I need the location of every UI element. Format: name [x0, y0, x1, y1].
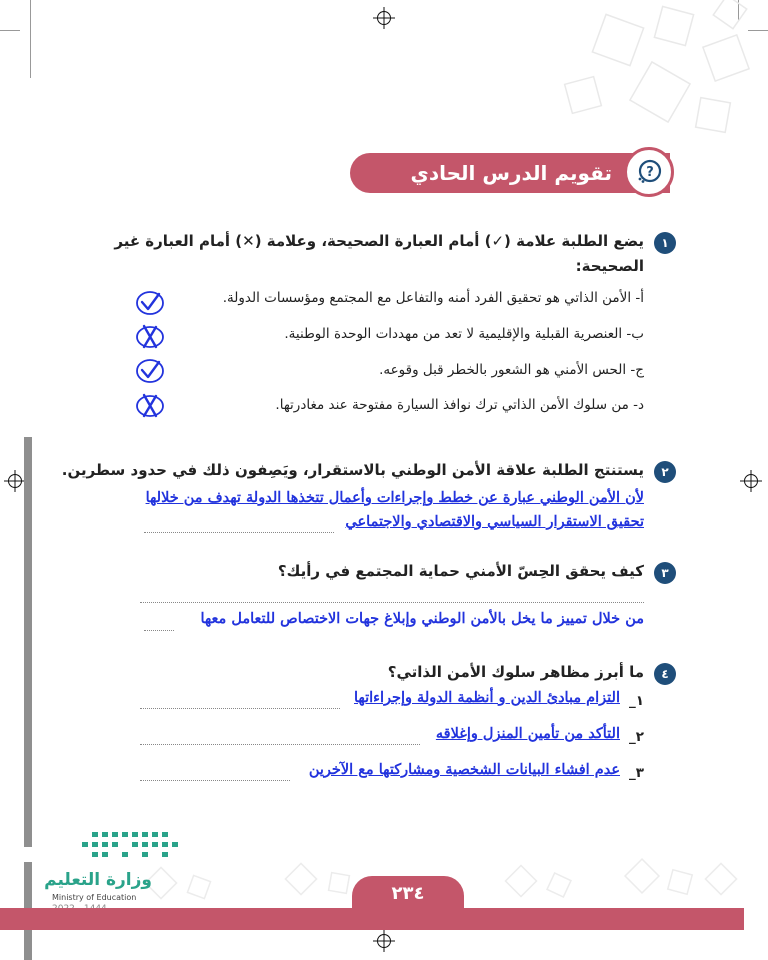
question-1-prompt-cont: الصحيحة: [575, 257, 644, 275]
side-margin-bar [24, 437, 32, 847]
footer-band [0, 908, 744, 930]
question-3-prompt: كيف يحقق الحِسّ الأمني حماية المجتمع في رأيك؟ [277, 562, 644, 580]
registration-mark-left [8, 474, 22, 488]
answer-dotted-line [144, 532, 334, 533]
question-3-badge: ٣ [654, 562, 676, 584]
question-1-item-d: د- من سلوك الأمن الذاتي ترك نوافذ السيارة مفتوحة عند مغادرتها. [275, 397, 644, 413]
crop-mark [30, 0, 31, 78]
cross-mark-icon [135, 323, 165, 349]
question-4-index-3: ٣_ [629, 765, 644, 781]
question-2-answer-line-2: تحقيق الاستقرار السياسي والاقتصادي والاجتماعي [345, 513, 644, 530]
question-1-item-c: ج- الحس الأمني هو الشعور بالخطر قبل وقوعه. [379, 362, 644, 378]
ministry-logo-dots-icon [82, 830, 182, 866]
question-1-item-b: ب- العنصرية القبلية والإقليمية لا تعد من مهددات الوحدة الوطنية. [284, 326, 644, 342]
question-4-answer-1: التزام مبادئ الدين و أنظمة الدولة وإجراءاتها [354, 689, 620, 706]
ministry-name-english: Ministry of Education [52, 893, 137, 902]
check-mark-icon [135, 358, 165, 384]
question-4-index-2: ٢_ [629, 729, 644, 745]
answer-dotted-line [140, 744, 420, 745]
question-4-index-1: ١_ [629, 693, 644, 709]
question-2-answer-line-1: لأن الأمن الوطني عبارة عن خطط وإجراءات وأعمال تتخذها الدولة تهدف من خلالها [145, 489, 644, 506]
answer-dotted-line [140, 602, 644, 603]
lesson-title-banner [350, 153, 670, 215]
question-1-badge: ١ [654, 232, 676, 254]
answer-dotted-line [140, 780, 290, 781]
question-2-badge: ٢ [654, 461, 676, 483]
registration-mark-right [744, 474, 758, 488]
registration-mark-bottom [377, 934, 391, 948]
page-number: ٢٣٤ [352, 876, 464, 910]
answer-dotted-line [144, 630, 174, 631]
cross-mark-icon [135, 392, 165, 418]
question-1-item-a: أ- الأمن الذاتي هو تحقيق الفرد أمنه والتفاعل مع المجتمع ومؤسسات الدولة. [222, 290, 644, 306]
ministry-name-arabic: وزارة التعليم [44, 870, 152, 890]
question-2-prompt: يستنتج الطلبة علاقة الأمن الوطني بالاستقرار، ويَصِفون ذلك في حدود سطرين. [61, 461, 644, 479]
svg-text:?: ? [646, 165, 654, 180]
decorative-pattern-top [508, 0, 768, 160]
check-mark-icon [135, 290, 165, 316]
answer-dotted-line [140, 708, 340, 709]
crop-mark [0, 30, 20, 31]
lesson-title: تقويم الدرس الحادي والثلاثين [410, 161, 612, 215]
question-4-answer-3: عدم افشاء البيانات الشخصية ومشاركتها مع الآخرين [308, 761, 620, 778]
evaluation-head-icon [624, 147, 674, 197]
question-1-prompt: يضع الطلبة علامة (✓) أمام العبارة الصحيحة، وعلامة (✕) أمام العبارة غير [114, 232, 644, 250]
question-4-badge: ٤ [654, 663, 676, 685]
question-4-answer-2: التأكد من تأمين المنزل وإغلاقه [435, 725, 620, 742]
question-4-prompt: ما أبرز مظاهر سلوك الأمن الذاتي؟ [387, 663, 644, 681]
registration-mark-top [377, 11, 391, 25]
question-3-answer: من خلال تمييز ما يخل بالأمن الوطني وإبلاغ جهات الاختصاص للتعامل معها [200, 610, 644, 627]
ministry-of-education-logo [44, 830, 162, 920]
